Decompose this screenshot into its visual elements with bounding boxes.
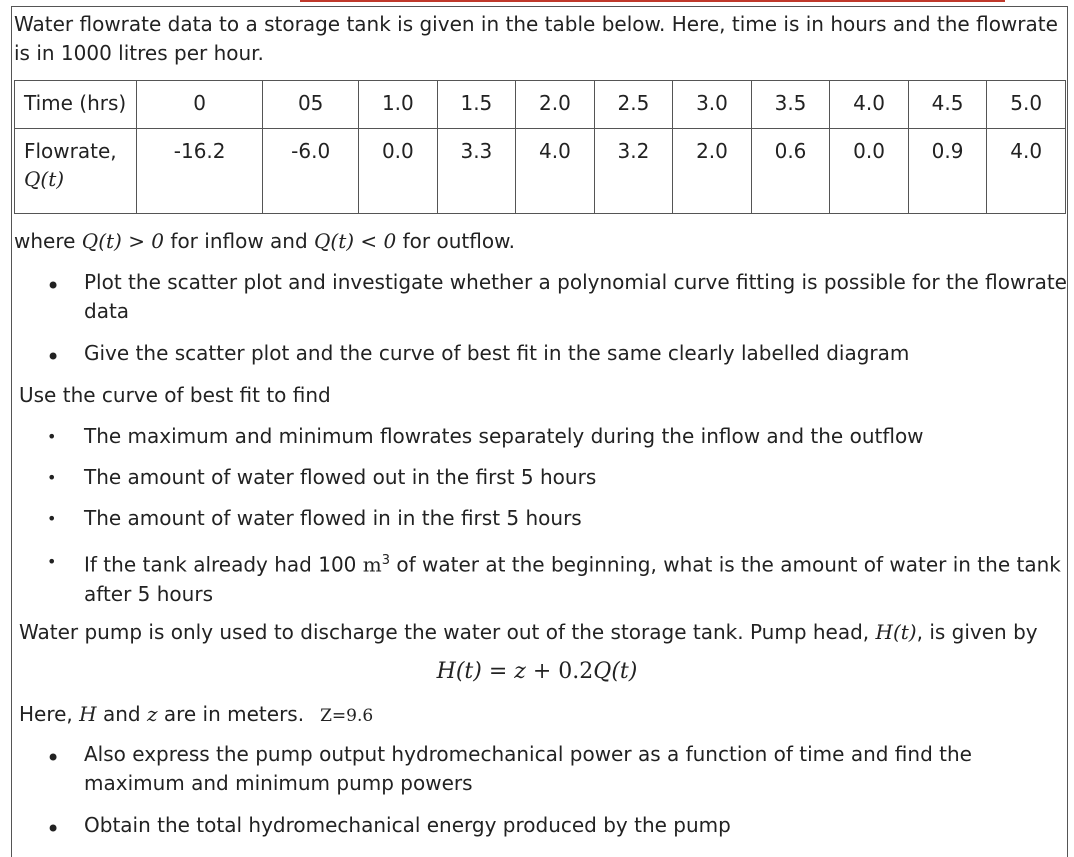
bullet-glyph: • [46,744,61,772]
bullet-glyph: • [46,343,61,371]
flow-cell: 0.0 [830,128,909,214]
task-water-out: The amount of water flowed out in the first 5 hours [84,465,597,489]
task-best-fit-diagram: Give the scatter plot and the curve of best fit in the same clearly labelled diagram [84,341,910,365]
flowrate-row [15,128,1066,214]
bullet-glyph: • [47,509,57,528]
flowrate-header [15,128,137,214]
time-cell: 3.0 [673,81,752,129]
condition-text: where [14,229,82,253]
time-cell: 2.5 [594,81,673,129]
flowrate-table [14,80,1066,214]
condition-text: for outflow. [396,229,515,253]
tank-unit-exponent: 3 [381,553,390,568]
time-cell: 3.5 [751,81,830,129]
flow-cell: 2.0 [673,128,752,214]
equation-lhs: H(t) [436,659,482,684]
units-z: z [146,702,158,726]
bullet-glyph: • [47,552,57,571]
time-cell: 4.5 [908,81,987,129]
pump-description [19,618,1038,647]
pump-head-symbol: H(t) [875,620,917,644]
time-cell: 2.0 [516,81,595,129]
time-header: Time (hrs) [15,81,137,129]
flow-cell: -16.2 [137,128,263,214]
inflow-condition: Q(t) > 0 [81,229,165,253]
time-cell: 1.0 [359,81,438,129]
task-tank-volume [84,546,1069,609]
units-h: H [79,702,97,726]
top-red-rule [300,0,1005,2]
equation-q: Q(t) [593,659,638,684]
flow-cell: 0.6 [751,128,830,214]
task-pump-power: Also express the pump output hydromechanical power as a function of time and find the maximum and minimum pump powers [84,742,972,795]
time-cell: 0 [137,81,263,129]
flow-cell: 0.0 [359,128,438,214]
flow-cell: -6.0 [263,128,359,214]
intro-paragraph: Water flowrate data to a storage tank is given in the table below. Here, time is in hours and the flowrate is in 1000 litres per hour. [14,12,1058,65]
flow-cell: 3.3 [437,128,516,214]
task-max-min-flow: The maximum and minimum flowrates separately during the inflow and the outflow [84,424,924,448]
pump-head-equation [0,659,1074,684]
time-cell: 4.0 [830,81,909,129]
flowrate-label: Flowrate, [24,138,117,163]
tank-text: of water at the beginning, what is the amount of water in the tank after 5 hours [84,552,1061,606]
units-note [19,700,373,731]
tank-unit: m [362,552,382,577]
bullet-glyph: • [46,272,61,300]
use-curve-heading: Use the curve of best fit to find [19,383,331,407]
units-text: are in meters. [157,702,305,726]
condition-text: for inflow and [164,229,315,253]
equation-equals: = [481,659,515,684]
time-cell: 5.0 [987,81,1066,129]
units-text: and [96,702,147,726]
flow-cell: 0.9 [908,128,987,214]
flow-cell: 4.0 [987,128,1066,214]
time-cell: 05 [263,81,359,129]
flow-cell: 3.2 [594,128,673,214]
bullet-glyph: • [47,468,57,487]
flowrate-symbol: Q(t) [24,166,65,191]
task-pump-energy: Obtain the total hydromechanical energy produced by the pump [84,813,731,837]
pump-text: Water pump is only used to discharge the water out of the storage tank. Pump head, [19,620,876,644]
task-scatter-plot: Plot the scatter plot and investigate whether a polynomial curve fitting is possible for the flowrate data [84,270,1067,323]
z-value: Z=9.6 [320,706,374,726]
tank-text: If the tank already had 100 [84,552,363,577]
flow-condition [14,227,515,256]
units-text: Here, [19,702,80,726]
bullet-glyph: • [46,815,61,843]
time-cell: 1.5 [437,81,516,129]
pump-text: , is given by [916,620,1038,644]
bullet-glyph: • [47,427,57,446]
task-water-in: The amount of water flowed in in the first 5 hours [84,506,582,530]
time-row [15,81,1066,129]
equation-coefficient: + 0.2 [525,659,594,684]
flow-cell: 4.0 [516,128,595,214]
outflow-condition: Q(t) < 0 [314,229,397,253]
equation-z: z [514,659,526,684]
